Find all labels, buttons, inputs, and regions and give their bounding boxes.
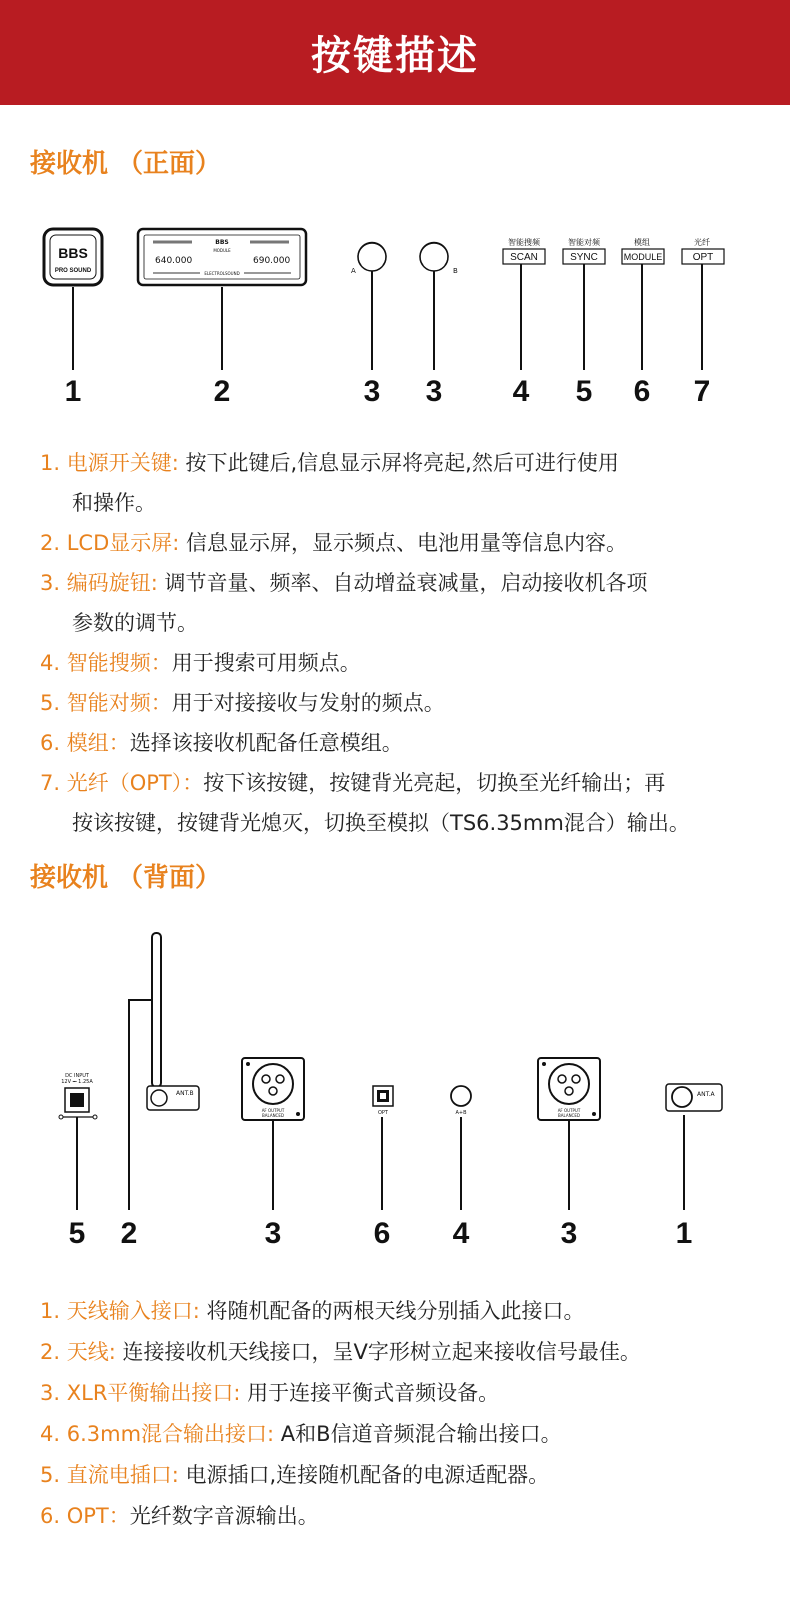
xlr-output-right — [538, 1058, 600, 1120]
item-label: 智能搜频： — [66, 651, 172, 675]
front-section-title: 接收机 （正面） — [30, 149, 222, 179]
lcd-display — [138, 229, 306, 285]
callout-number: 6 — [373, 1217, 391, 1250]
item-label: 6.3mm混合输出接口: — [66, 1422, 275, 1446]
list-item — [40, 1291, 770, 1332]
xlr-output-left — [242, 1058, 304, 1120]
item-text: 用于搜索可用频点。 — [171, 651, 361, 675]
item-number: 6. — [40, 731, 61, 755]
item-text: 光纤数字音源输出。 — [129, 1504, 319, 1528]
item-text: 信息显示屏，显示频点、电池用量等信息内容。 — [179, 531, 628, 555]
item-label: 天线: — [66, 1340, 116, 1364]
ant-b-connector — [147, 1086, 199, 1110]
xlr-right-label: AF OUTPUT — [557, 1108, 581, 1113]
back-section-title: 接收机 （背面） — [30, 863, 222, 893]
scan-caption: 智能搜频 — [508, 238, 540, 247]
xlr-left-sublabel: BALANCED — [262, 1113, 284, 1118]
item-text: 调节音量、频率、自动增益衰减量，启动接收机各项 — [157, 571, 648, 595]
item-text: 将随机配备的两根天线分别插入此接口。 — [199, 1299, 585, 1323]
list-item — [40, 1496, 770, 1537]
item-number: 4. — [40, 651, 61, 675]
callout-number: 3 — [425, 375, 443, 408]
list-item — [40, 1414, 770, 1455]
item-text: A和B信道音频混合输出接口。 — [274, 1422, 562, 1446]
item-number: 2. — [40, 531, 61, 555]
dc-input-jack — [59, 1073, 97, 1119]
item-number: 5. — [40, 691, 61, 715]
opt-label: OPT — [692, 252, 714, 263]
item-number: 4. — [40, 1422, 61, 1446]
logo-text: BBS — [58, 245, 88, 261]
item-number: 5. — [40, 1463, 61, 1487]
item-label: 电源开关键: — [66, 451, 179, 475]
front-panel-diagram — [0, 215, 790, 415]
item-label: LCD显示屏: — [66, 531, 180, 555]
knob-a — [351, 242, 386, 275]
item-number: 3. — [40, 571, 61, 595]
callout-number: 4 — [452, 1217, 470, 1250]
mix-label: A+B — [455, 1110, 467, 1116]
ant-b-label: ANT.B — [176, 1090, 194, 1097]
list-item — [40, 763, 770, 843]
xlr-left-label: AF OUTPUT — [261, 1108, 285, 1113]
callout-number: 7 — [693, 375, 711, 408]
list-item — [40, 1455, 770, 1496]
lcd-module: MODULE — [213, 248, 231, 253]
item-text: 连接接收机天线接口，呈V字形树立起来接收信号最佳。 — [115, 1340, 641, 1364]
antenna — [152, 933, 161, 1087]
xlr-right-sublabel: BALANCED — [558, 1113, 580, 1118]
item-continuation: 按该按键，按键背光熄灭，切换至模拟（TS6.35mm混合）输出。 — [72, 811, 690, 835]
mix-output-jack — [451, 1086, 471, 1116]
lcd-frequency-b: 690.000 — [253, 256, 291, 266]
item-number: 7. — [40, 771, 61, 795]
scan-label: SCAN — [510, 252, 538, 263]
title-banner — [0, 0, 790, 105]
list-item — [40, 523, 770, 563]
item-label: 直流电插口: — [66, 1463, 179, 1487]
callout-number: 5 — [68, 1217, 86, 1250]
power-button — [44, 229, 102, 285]
ant-a-label: ANT.A — [697, 1091, 715, 1098]
item-text: 按下此键后,信息显示屏将亮起,然后可进行使用 — [178, 451, 619, 475]
item-number: 3. — [40, 1381, 61, 1405]
sync-label: SYNC — [570, 252, 598, 263]
sync-caption: 智能对频 — [568, 238, 600, 247]
callout-number: 2 — [213, 375, 231, 408]
sync-button — [563, 237, 605, 264]
item-label: 天线输入接口: — [66, 1299, 200, 1323]
dc-sublabel: 12V ⎓ 1.25A — [61, 1079, 93, 1085]
page-title: 按键描述 — [311, 33, 479, 79]
logo-subtext: PRO SOUND — [54, 268, 92, 274]
list-item — [40, 723, 770, 763]
list-item — [40, 683, 770, 723]
callout-number: 1 — [64, 375, 82, 408]
item-label: 光纤（OPT）： — [66, 771, 204, 795]
item-text: 电源插口,连接随机配备的电源适配器。 — [178, 1463, 550, 1487]
list-item — [40, 1332, 770, 1373]
knob-b-label: B — [453, 267, 458, 275]
lcd-brand: BBS — [215, 239, 229, 246]
item-text: 用于对接接收与发射的频点。 — [171, 691, 445, 715]
back-panel-diagram — [0, 925, 790, 1260]
module-button — [622, 237, 664, 264]
item-continuation: 和操作。 — [72, 491, 156, 515]
opt-port — [373, 1086, 393, 1116]
front-description-list — [40, 443, 770, 843]
callout-number: 5 — [575, 375, 593, 408]
item-text: 按下该按键，按键背光亮起，切换至光纤输出；再 — [203, 771, 666, 795]
item-label: XLR平衡输出接口: — [66, 1381, 241, 1405]
opt-button — [682, 237, 724, 264]
callout-number: 1 — [675, 1217, 693, 1250]
item-number: 2. — [40, 1340, 61, 1364]
back-description-list — [40, 1291, 770, 1537]
callout-number: 3 — [363, 375, 381, 408]
callout-number: 6 — [633, 375, 651, 408]
item-number: 6. — [40, 1504, 61, 1528]
item-label: 智能对频： — [66, 691, 172, 715]
module-label: MODULE — [623, 252, 663, 262]
item-label: OPT： — [66, 1504, 130, 1528]
dc-label: DC INPUT — [65, 1073, 89, 1079]
lcd-brand-sub: ELECTROLSOUND — [204, 271, 240, 276]
item-continuation: 参数的调节。 — [72, 611, 198, 635]
list-item — [40, 1373, 770, 1414]
knob-a-label: A — [351, 267, 356, 275]
ant-a-connector — [666, 1084, 722, 1111]
list-item — [40, 563, 770, 643]
item-text: 选择该接收机配备任意模组。 — [129, 731, 403, 755]
list-item — [40, 643, 770, 683]
lcd-frequency-a: 640.000 — [155, 256, 193, 266]
item-number: 1. — [40, 451, 61, 475]
callout-number: 2 — [120, 1217, 138, 1250]
item-label: 编码旋钮: — [66, 571, 158, 595]
callout-number: 4 — [512, 375, 530, 408]
knob-b — [420, 242, 458, 275]
callout-number: 3 — [264, 1217, 282, 1250]
list-item — [40, 443, 770, 523]
opt-caption: 光纤 — [694, 238, 710, 247]
item-text: 用于连接平衡式音频设备。 — [240, 1381, 500, 1405]
item-label: 模组： — [66, 731, 130, 755]
item-number: 1. — [40, 1299, 61, 1323]
module-caption: 模组 — [634, 238, 650, 247]
scan-button — [503, 237, 545, 264]
callout-number: 3 — [560, 1217, 578, 1250]
opt-port-label: OPT — [377, 1110, 389, 1116]
